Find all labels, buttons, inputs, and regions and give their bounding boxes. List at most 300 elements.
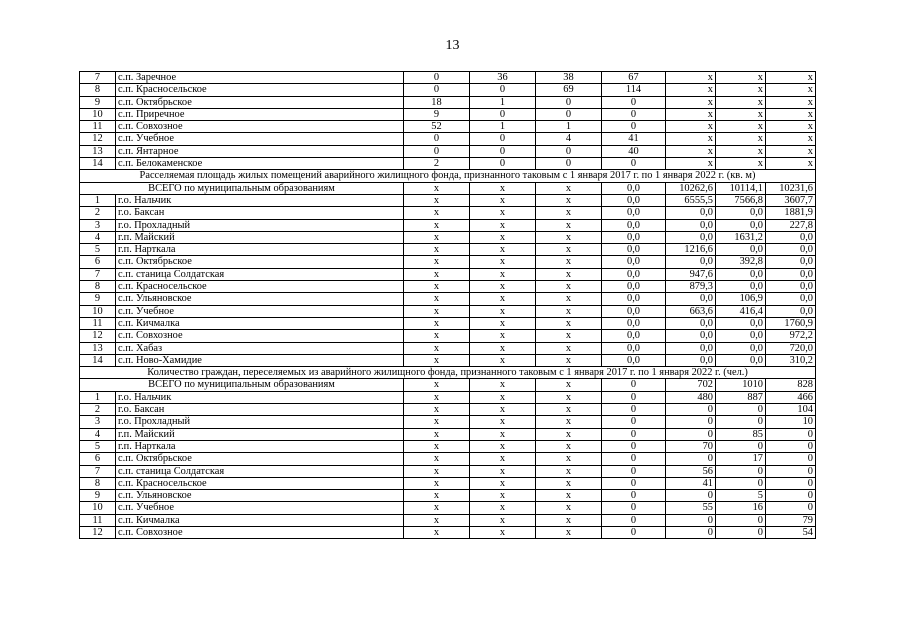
value-cell: x xyxy=(716,158,766,170)
value-cell: x xyxy=(404,281,470,293)
table-row xyxy=(80,158,816,170)
value-cell: x xyxy=(536,404,602,416)
value-cell: 0 xyxy=(470,145,536,157)
value-cell: x xyxy=(666,145,716,157)
table-row xyxy=(80,72,816,84)
value-cell: 0 xyxy=(766,428,816,440)
section-title: Расселяемая площадь жилых помещений аварийного жилищного фонда, признанного таковым с 1 января 2017 г. по 1 января 2022 г. (кв. м) xyxy=(80,170,816,182)
value-cell: x xyxy=(766,72,816,84)
value-cell: 0,0 xyxy=(666,231,716,243)
value-cell: 4 xyxy=(536,133,602,145)
row-number-cell: 13 xyxy=(80,342,116,354)
row-name-cell: с.п. Совхозное xyxy=(116,121,404,133)
row-name-cell: г.п. Нарткала xyxy=(116,244,404,256)
value-cell: x xyxy=(536,293,602,305)
row-name-cell: ВСЕГО по муниципальным образованиям xyxy=(80,182,404,194)
row-number-cell: 11 xyxy=(80,514,116,526)
table-row xyxy=(80,477,816,489)
value-cell: 0,0 xyxy=(766,231,816,243)
value-cell: 3607,7 xyxy=(766,194,816,206)
value-cell: 10262,6 xyxy=(666,182,716,194)
table-row xyxy=(80,354,816,366)
value-cell: x xyxy=(536,391,602,403)
row-name-cell: г.о. Нальчик xyxy=(116,391,404,403)
value-cell: x xyxy=(536,182,602,194)
row-number-cell: 9 xyxy=(80,293,116,305)
value-cell: 0 xyxy=(766,502,816,514)
table-row xyxy=(80,330,816,342)
value-cell: 67 xyxy=(602,72,666,84)
value-cell: x xyxy=(470,526,536,538)
row-number-cell: 4 xyxy=(80,231,116,243)
row-name-cell: с.п. Совхозное xyxy=(116,526,404,538)
value-cell: 0 xyxy=(404,84,470,96)
table-row xyxy=(80,526,816,538)
value-cell: 0,0 xyxy=(602,268,666,280)
row-name-cell: г.о. Баксан xyxy=(116,404,404,416)
row-name-cell: г.о. Прохладный xyxy=(116,219,404,231)
value-cell: 0,0 xyxy=(666,354,716,366)
section-title-row xyxy=(80,367,816,379)
row-number-cell: 5 xyxy=(80,440,116,452)
row-name-cell: г.о. Баксан xyxy=(116,207,404,219)
table-row xyxy=(80,268,816,280)
value-cell: x xyxy=(470,244,536,256)
value-cell: 0,0 xyxy=(716,330,766,342)
row-number-cell: 8 xyxy=(80,477,116,489)
row-name-cell: с.п. Красносельское xyxy=(116,281,404,293)
value-cell: 0 xyxy=(716,416,766,428)
value-cell: 0 xyxy=(716,404,766,416)
value-cell: 0,0 xyxy=(666,330,716,342)
table-row xyxy=(80,96,816,108)
value-cell: x xyxy=(404,465,470,477)
value-cell: x xyxy=(716,72,766,84)
value-cell: 0,0 xyxy=(766,305,816,317)
row-number-cell: 7 xyxy=(80,465,116,477)
value-cell: x xyxy=(470,231,536,243)
value-cell: 0 xyxy=(766,453,816,465)
value-cell: 227,8 xyxy=(766,219,816,231)
value-cell: x xyxy=(470,256,536,268)
row-number-cell: 3 xyxy=(80,416,116,428)
value-cell: 0,0 xyxy=(766,244,816,256)
value-cell: 1216,6 xyxy=(666,244,716,256)
value-cell: x xyxy=(404,477,470,489)
value-cell: 0 xyxy=(470,133,536,145)
value-cell: x xyxy=(470,477,536,489)
row-name-cell: с.п. Октябрьское xyxy=(116,256,404,268)
value-cell: x xyxy=(666,133,716,145)
table-row xyxy=(80,121,816,133)
table-row xyxy=(80,133,816,145)
value-cell: x xyxy=(470,317,536,329)
value-cell: x xyxy=(536,440,602,452)
value-cell: x xyxy=(536,317,602,329)
value-cell: 41 xyxy=(602,133,666,145)
value-cell: 0 xyxy=(602,440,666,452)
value-cell: 79 xyxy=(766,514,816,526)
table-row xyxy=(80,108,816,120)
value-cell: 0,0 xyxy=(602,342,666,354)
value-cell: x xyxy=(470,330,536,342)
value-cell: 54 xyxy=(766,526,816,538)
row-number-cell: 11 xyxy=(80,121,116,133)
value-cell: x xyxy=(536,354,602,366)
value-cell: 0 xyxy=(666,526,716,538)
value-cell: 0 xyxy=(404,145,470,157)
value-cell: 0,0 xyxy=(716,342,766,354)
value-cell: 0,0 xyxy=(602,256,666,268)
value-cell: x xyxy=(404,440,470,452)
table-row xyxy=(80,305,816,317)
value-cell: x xyxy=(666,72,716,84)
value-cell: 0,0 xyxy=(666,342,716,354)
row-name-cell: с.п. Приречное xyxy=(116,108,404,120)
value-cell: x xyxy=(766,145,816,157)
row-name-cell: с.п. Ульяновское xyxy=(116,293,404,305)
value-cell: 0 xyxy=(602,108,666,120)
table-row xyxy=(80,404,816,416)
value-cell: 0,0 xyxy=(716,219,766,231)
row-number-cell: 2 xyxy=(80,404,116,416)
value-cell: 16 xyxy=(716,502,766,514)
value-cell: x xyxy=(470,404,536,416)
value-cell: 0 xyxy=(716,465,766,477)
table-row xyxy=(80,514,816,526)
value-cell: x xyxy=(536,514,602,526)
row-name-cell: г.о. Нальчик xyxy=(116,194,404,206)
table-row xyxy=(80,440,816,452)
row-number-cell: 4 xyxy=(80,428,116,440)
value-cell: x xyxy=(404,453,470,465)
total-row xyxy=(80,182,816,194)
value-cell: x xyxy=(470,194,536,206)
value-cell: 702 xyxy=(666,379,716,391)
value-cell: x xyxy=(766,158,816,170)
value-cell: 0 xyxy=(716,514,766,526)
value-cell: 69 xyxy=(536,84,602,96)
row-name-cell: с.п. Ульяновское xyxy=(116,490,404,502)
value-cell: 0,0 xyxy=(666,293,716,305)
row-name-cell: г.п. Майский xyxy=(116,428,404,440)
row-number-cell: 6 xyxy=(80,256,116,268)
value-cell: 0 xyxy=(470,84,536,96)
value-cell: 106,9 xyxy=(716,293,766,305)
value-cell: 0,0 xyxy=(602,305,666,317)
value-cell: 0 xyxy=(536,108,602,120)
value-cell: x xyxy=(404,391,470,403)
row-number-cell: 10 xyxy=(80,305,116,317)
row-name-cell: с.п. Учебное xyxy=(116,133,404,145)
value-cell: x xyxy=(536,490,602,502)
value-cell: 9 xyxy=(404,108,470,120)
value-cell: 36 xyxy=(470,72,536,84)
value-cell: x xyxy=(404,416,470,428)
table-row xyxy=(80,256,816,268)
row-name-cell: с.п. Красносельское xyxy=(116,477,404,489)
table-row xyxy=(80,84,816,96)
value-cell: x xyxy=(470,207,536,219)
value-cell: x xyxy=(666,108,716,120)
row-number-cell: 6 xyxy=(80,453,116,465)
value-cell: 0 xyxy=(470,108,536,120)
data-table xyxy=(79,71,816,539)
value-cell: x xyxy=(536,231,602,243)
table-row xyxy=(80,231,816,243)
row-name-cell: ВСЕГО по муниципальным образованиям xyxy=(80,379,404,391)
value-cell: x xyxy=(470,465,536,477)
value-cell: 0,0 xyxy=(766,256,816,268)
value-cell: 0,0 xyxy=(716,354,766,366)
value-cell: 0 xyxy=(602,490,666,502)
value-cell: 0,0 xyxy=(766,268,816,280)
row-number-cell: 12 xyxy=(80,526,116,538)
value-cell: 0,0 xyxy=(766,293,816,305)
row-number-cell: 11 xyxy=(80,317,116,329)
value-cell: 2 xyxy=(404,158,470,170)
row-name-cell: с.п. Янтарное xyxy=(116,145,404,157)
value-cell: x xyxy=(536,428,602,440)
value-cell: x xyxy=(470,391,536,403)
value-cell: 6555,5 xyxy=(666,194,716,206)
value-cell: 947,6 xyxy=(666,268,716,280)
table-row xyxy=(80,391,816,403)
value-cell: x xyxy=(766,108,816,120)
value-cell: x xyxy=(716,121,766,133)
value-cell: 1881,9 xyxy=(766,207,816,219)
value-cell: 0,0 xyxy=(602,354,666,366)
value-cell: 0 xyxy=(602,379,666,391)
table-row xyxy=(80,244,816,256)
value-cell: x xyxy=(716,108,766,120)
value-cell: x xyxy=(404,404,470,416)
value-cell: x xyxy=(536,416,602,428)
value-cell: 828 xyxy=(766,379,816,391)
value-cell: 0 xyxy=(766,440,816,452)
value-cell: 0 xyxy=(716,440,766,452)
value-cell: 1010 xyxy=(716,379,766,391)
value-cell: x xyxy=(536,305,602,317)
value-cell: 0 xyxy=(602,502,666,514)
value-cell: x xyxy=(470,268,536,280)
value-cell: x xyxy=(404,526,470,538)
row-number-cell: 12 xyxy=(80,330,116,342)
row-number-cell: 2 xyxy=(80,207,116,219)
table-row xyxy=(80,145,816,157)
value-cell: 56 xyxy=(666,465,716,477)
value-cell: 0 xyxy=(602,514,666,526)
value-cell: 0 xyxy=(766,490,816,502)
value-cell: x xyxy=(404,342,470,354)
value-cell: 0,0 xyxy=(602,281,666,293)
value-cell: 480 xyxy=(666,391,716,403)
row-number-cell: 14 xyxy=(80,354,116,366)
value-cell: x xyxy=(470,453,536,465)
section-title-row xyxy=(80,170,816,182)
value-cell: 40 xyxy=(602,145,666,157)
row-number-cell: 3 xyxy=(80,219,116,231)
row-name-cell: с.п. Заречное xyxy=(116,72,404,84)
value-cell: 0 xyxy=(666,428,716,440)
value-cell: 10 xyxy=(766,416,816,428)
value-cell: 0 xyxy=(666,404,716,416)
value-cell: x xyxy=(766,121,816,133)
value-cell: 10114,1 xyxy=(716,182,766,194)
value-cell: 0 xyxy=(536,96,602,108)
row-name-cell: г.п. Нарткала xyxy=(116,440,404,452)
value-cell: 55 xyxy=(666,502,716,514)
table-row xyxy=(80,317,816,329)
value-cell: x xyxy=(766,96,816,108)
value-cell: 0 xyxy=(766,477,816,489)
value-cell: 0 xyxy=(602,526,666,538)
row-number-cell: 9 xyxy=(80,96,116,108)
value-cell: 17 xyxy=(716,453,766,465)
row-name-cell: с.п. станица Солдатская xyxy=(116,465,404,477)
total-row xyxy=(80,379,816,391)
value-cell: 0,0 xyxy=(602,317,666,329)
table-row xyxy=(80,428,816,440)
value-cell: x xyxy=(470,379,536,391)
value-cell: 0,0 xyxy=(602,207,666,219)
value-cell: x xyxy=(404,256,470,268)
value-cell: 0,0 xyxy=(666,256,716,268)
row-name-cell: с.п. Совхозное xyxy=(116,330,404,342)
value-cell: x xyxy=(536,477,602,489)
value-cell: 0 xyxy=(666,453,716,465)
table-row xyxy=(80,342,816,354)
value-cell: 972,2 xyxy=(766,330,816,342)
row-number-cell: 8 xyxy=(80,84,116,96)
row-number-cell: 12 xyxy=(80,133,116,145)
table-row xyxy=(80,207,816,219)
value-cell: x xyxy=(470,293,536,305)
row-name-cell: с.п. Красносельское xyxy=(116,84,404,96)
value-cell: x xyxy=(404,330,470,342)
value-cell: x xyxy=(470,502,536,514)
value-cell: x xyxy=(536,281,602,293)
value-cell: x xyxy=(404,268,470,280)
value-cell: x xyxy=(666,96,716,108)
value-cell: x xyxy=(404,244,470,256)
value-cell: x xyxy=(536,453,602,465)
row-number-cell: 1 xyxy=(80,194,116,206)
value-cell: x xyxy=(470,354,536,366)
value-cell: 0,0 xyxy=(602,244,666,256)
value-cell: 0 xyxy=(536,158,602,170)
value-cell: x xyxy=(716,133,766,145)
value-cell: 7566,8 xyxy=(716,194,766,206)
row-number-cell: 1 xyxy=(80,391,116,403)
value-cell: x xyxy=(470,219,536,231)
value-cell: 0 xyxy=(536,145,602,157)
value-cell: 0,0 xyxy=(602,293,666,305)
value-cell: 0,0 xyxy=(766,281,816,293)
value-cell: x xyxy=(470,440,536,452)
value-cell: 0,0 xyxy=(716,207,766,219)
table-row xyxy=(80,194,816,206)
value-cell: 38 xyxy=(536,72,602,84)
value-cell: 0 xyxy=(602,404,666,416)
value-cell: 5 xyxy=(716,490,766,502)
value-cell: x xyxy=(536,268,602,280)
row-name-cell: с.п. Кичмалка xyxy=(116,317,404,329)
table-row xyxy=(80,490,816,502)
value-cell: x xyxy=(536,244,602,256)
value-cell: x xyxy=(404,317,470,329)
table-row xyxy=(80,465,816,477)
value-cell: 104 xyxy=(766,404,816,416)
value-cell: 0,0 xyxy=(716,244,766,256)
value-cell: x xyxy=(536,502,602,514)
value-cell: x xyxy=(536,330,602,342)
value-cell: 0 xyxy=(404,72,470,84)
table-row xyxy=(80,502,816,514)
value-cell: 0 xyxy=(666,490,716,502)
value-cell: 0 xyxy=(602,453,666,465)
row-number-cell: 7 xyxy=(80,268,116,280)
row-name-cell: г.п. Майский xyxy=(116,231,404,243)
value-cell: x xyxy=(716,84,766,96)
value-cell: 0,0 xyxy=(716,268,766,280)
value-cell: x xyxy=(536,379,602,391)
value-cell: x xyxy=(404,305,470,317)
row-number-cell: 7 xyxy=(80,72,116,84)
value-cell: 0,0 xyxy=(602,330,666,342)
value-cell: 0 xyxy=(766,465,816,477)
row-number-cell: 5 xyxy=(80,244,116,256)
value-cell: 0,0 xyxy=(716,281,766,293)
value-cell: 41 xyxy=(666,477,716,489)
value-cell: x xyxy=(536,256,602,268)
value-cell: x xyxy=(404,207,470,219)
value-cell: 720,0 xyxy=(766,342,816,354)
value-cell: x xyxy=(536,207,602,219)
value-cell: x xyxy=(404,514,470,526)
row-name-cell: с.п. станица Солдатская xyxy=(116,268,404,280)
value-cell: x xyxy=(716,145,766,157)
row-number-cell: 8 xyxy=(80,281,116,293)
value-cell: 879,3 xyxy=(666,281,716,293)
value-cell: x xyxy=(536,465,602,477)
row-number-cell: 10 xyxy=(80,108,116,120)
value-cell: x xyxy=(470,416,536,428)
table-row xyxy=(80,281,816,293)
row-name-cell: с.п. Кичмалка xyxy=(116,514,404,526)
value-cell: 466 xyxy=(766,391,816,403)
value-cell: 0,0 xyxy=(602,182,666,194)
value-cell: 0 xyxy=(602,96,666,108)
value-cell: x xyxy=(404,231,470,243)
value-cell: x xyxy=(470,428,536,440)
value-cell: 18 xyxy=(404,96,470,108)
value-cell: 0,0 xyxy=(716,317,766,329)
row-number-cell: 13 xyxy=(80,145,116,157)
value-cell: 1 xyxy=(536,121,602,133)
row-name-cell: с.п. Учебное xyxy=(116,502,404,514)
table-row xyxy=(80,453,816,465)
value-cell: 310,2 xyxy=(766,354,816,366)
row-name-cell: с.п. Ново-Хамидие xyxy=(116,354,404,366)
value-cell: 1 xyxy=(470,121,536,133)
value-cell: 392,8 xyxy=(716,256,766,268)
row-number-cell: 14 xyxy=(80,158,116,170)
value-cell: 10231,6 xyxy=(766,182,816,194)
value-cell: x xyxy=(404,293,470,305)
table-row xyxy=(80,416,816,428)
value-cell: 0 xyxy=(602,428,666,440)
